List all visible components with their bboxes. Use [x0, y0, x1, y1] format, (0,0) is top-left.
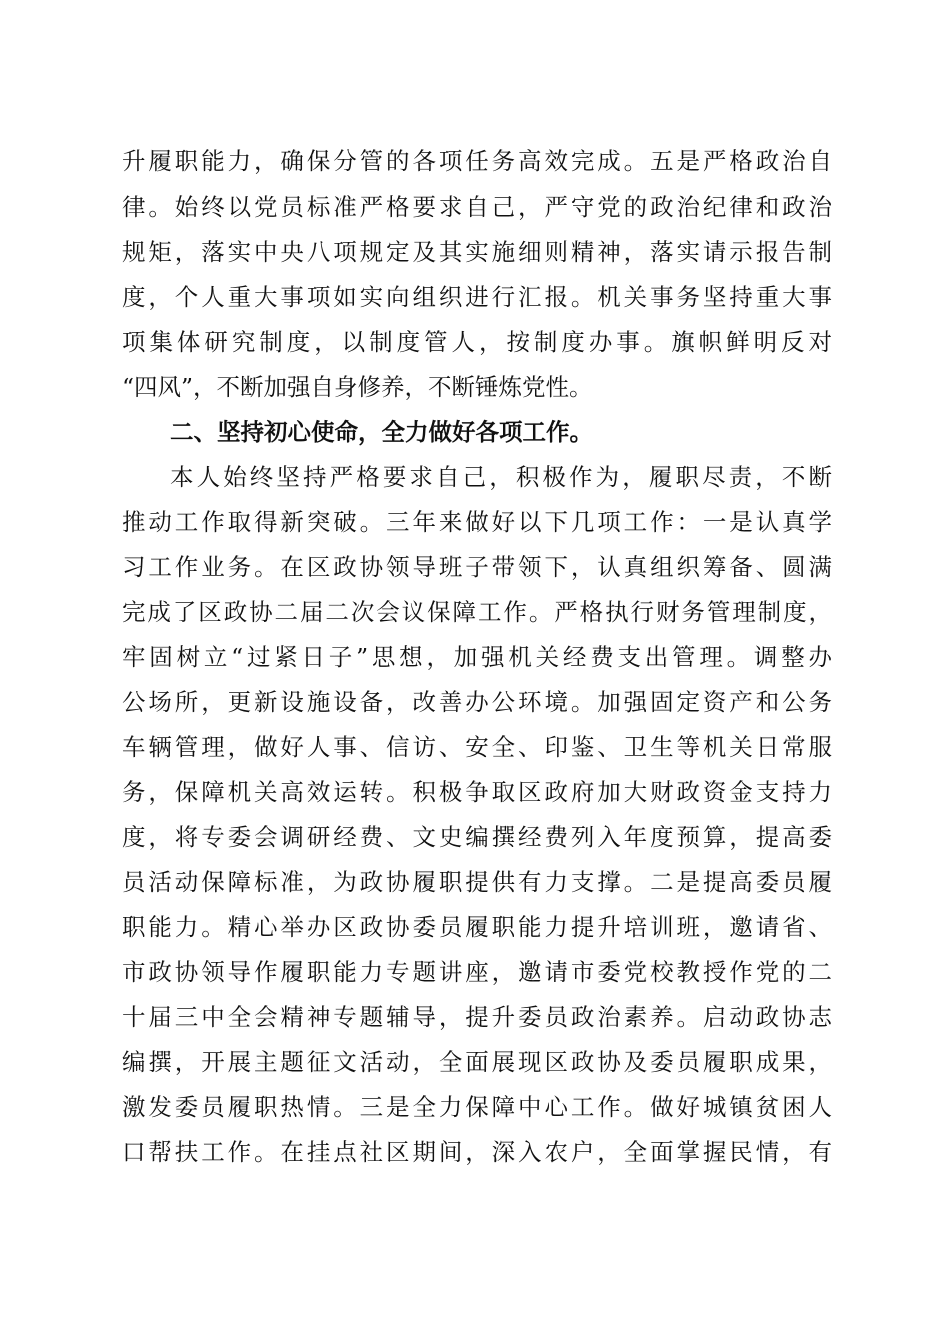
paragraph-line: 激发委员履职热情。三是全力保障中心工作。做好城镇贫困人	[122, 1093, 832, 1121]
paragraph-line: 完成了区政协二届二次会议保障工作。严格执行财务管理制度，	[122, 598, 832, 626]
paragraph-line: “四风”，不断加强自身修养，不断锤炼党性。	[122, 373, 593, 401]
paragraph-line: 十届三中全会精神专题辅导，提升委员政治素养。启动政协志	[122, 1003, 832, 1031]
paragraph-line: 推动工作取得新突破。三年来做好以下几项工作：一是认真学	[122, 508, 832, 536]
paragraph-line: 车辆管理，做好人事、信访、安全、印鉴、卫生等机关日常服	[122, 733, 832, 761]
section-heading: 二、坚持初心使命，全力做好各项工作。	[170, 418, 593, 446]
paragraph-line: 本人始终坚持严格要求自己，积极作为，履职尽责，不断	[170, 463, 832, 491]
paragraph-line: 编撰，开展主题征文活动，全面展现区政协及委员履职成果，	[122, 1048, 832, 1076]
paragraph-line: 员活动保障标准，为政协履职提供有力支撑。二是提高委员履	[122, 868, 832, 896]
paragraph-line: 公场所，更新设施设备，改善办公环境。加强固定资产和公务	[122, 688, 832, 716]
paragraph-line: 项集体研究制度，以制度管人，按制度办事。旗帜鲜明反对	[122, 328, 832, 356]
paragraph-line: 度，将专委会调研经费、文史编撰经费列入年度预算，提高委	[122, 823, 832, 851]
paragraph-line: 升履职能力，确保分管的各项任务高效完成。五是严格政治自	[122, 147, 832, 175]
paragraph-line: 习工作业务。在区政协领导班子带领下，认真组织筹备、圆满	[122, 553, 832, 581]
paragraph-line: 口帮扶工作。在挂点社区期间，深入农户，全面掌握民情，有	[122, 1138, 832, 1166]
paragraph-line: 职能力。精心举办区政协委员履职能力提升培训班，邀请省、	[122, 913, 832, 941]
paragraph-line: 度，个人重大事项如实向组织进行汇报。机关事务坚持重大事	[122, 283, 832, 311]
paragraph-line: 律。始终以党员标准严格要求自己，严守党的政治纪律和政治	[122, 193, 832, 221]
paragraph-line: 市政协领导作履职能力专题讲座，邀请市委党校教授作党的二	[122, 958, 832, 986]
paragraph-line: 牢固树立“过紧日子”思想，加强机关经费支出管理。调整办	[122, 643, 832, 671]
paragraph-line: 规矩，落实中央八项规定及其实施细则精神，落实请示报告制	[122, 238, 832, 266]
paragraph-line: 务，保障机关高效运转。积极争取区政府加大财政资金支持力	[122, 778, 832, 806]
